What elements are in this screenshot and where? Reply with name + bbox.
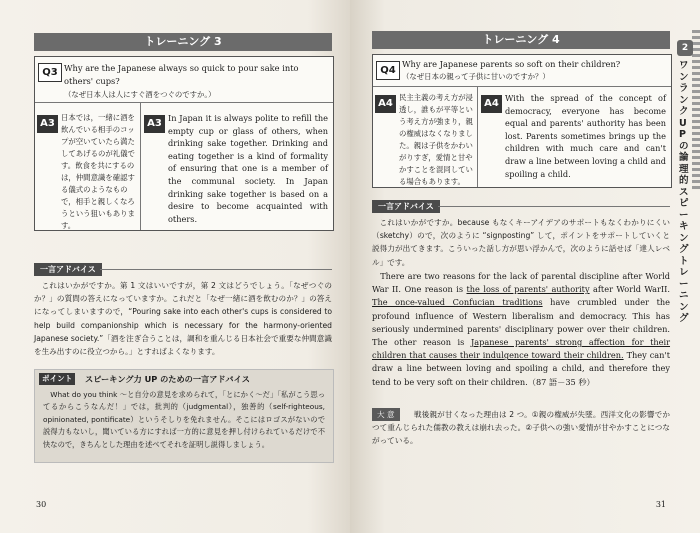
underlined-reason1: the loss of parents' authority xyxy=(466,284,590,295)
advice-text-ja: これはいかがですか。because もなくキーアイデアのサポートもなくわかりにくい（sketchy）ので，次のように “signposting” して，ポイントをサポートしていくと説得力が出てきます。こういった話し方が思い浮かんで，次のように話せば「達人レベル」です。 xyxy=(372,218,670,267)
point-box xyxy=(34,369,334,463)
advice-heading: 一言アドバイス xyxy=(372,200,440,213)
underlined-confucian: The once-valued Confucian traditions xyxy=(372,297,543,308)
q3-tag: Q3 xyxy=(38,63,62,82)
advice-rule xyxy=(438,206,670,207)
training3-qa-box xyxy=(34,56,334,231)
advice-heading: 一言アドバイス xyxy=(34,263,102,276)
training4-qa-box xyxy=(372,54,672,188)
answer-ja: 日本では，一緒に酒を飲んでいる相手のコップが空いていたら満たしてあげるのが礼儀です。飲食を共にするのは，仲間意識を確認する儀式のようなもので，相手と親しくなろうという狙いもあります。 xyxy=(61,113,135,230)
question-ja: （なぜ日本人は人にすぐ酒をつぐのですか。） xyxy=(64,90,216,99)
page-number-left: 30 xyxy=(36,500,47,509)
advice-rule xyxy=(100,269,332,270)
point-text: What do you think ～と自分の意見を求められて，「とにかく～だ」「私がこう思ってるからこうなんだ！」では，批判的（judgmental），独善的（self-righteous, opinionated, pontificate）というそしりを免れません。そこにはロゴスがないので説得力もないし，聞いている方にすれば一方的に意見を押し付けられているだけで不快なので，きちんとした理由を述べてそれを証明し説得しましょう。 xyxy=(43,390,325,449)
a3-tag-en: A3 xyxy=(144,115,165,133)
question-en: Why are Japanese parents so soft on their children? xyxy=(402,59,621,69)
advice-en-part4: They can't draw a line between loving and spoiling a child, and therefore they tend to be very soft on their children.（87 語－35 秒） xyxy=(372,350,670,387)
advice-text-en xyxy=(372,270,670,389)
chapter-side-tab xyxy=(674,40,696,430)
answer-en: With the spread of the concept of democracy, everyone has become equal and parents' authority has been lost. Parents sometimes brings up the children with much care and can't draw a line between loving a child and spoiling a child. xyxy=(505,93,666,179)
answer-en: In Japan it is always polite to refill the empty cup or glass of others, when drinking sake together. Drinking and eating together is a kind of formality of ensuring that one is a member of the communal society. In Japan drinking sake together is based on a desire to become acquainted with others. xyxy=(168,113,328,224)
a3-tag-ja: A3 xyxy=(37,115,58,133)
question-row xyxy=(373,55,671,87)
a4-tag-ja: A4 xyxy=(375,95,396,113)
advice-en-part3: have crumbled under the profound influence of Western liberalism and democracy. This has seriously undermined parents' disciplinary power over their children. The other reason is xyxy=(372,297,670,348)
a4-tag-en: A4 xyxy=(481,95,502,113)
summary-tag: 大 意 xyxy=(372,408,400,421)
page-number-right: 31 xyxy=(655,500,666,509)
chapter-number: 2 xyxy=(677,40,693,56)
question-en: Why are the Japanese always so quick to pour sake into others' cups? xyxy=(64,63,299,86)
advice-en-part2: after World WarII. xyxy=(589,284,670,295)
advice-text: これはいかがですか。第 1 文はいいですが，第 2 文はどうでしょう。「なぜつぐのか？」の質問の答えになっていますか。これだと「なぜ一緒に酒を飲むのか？」の答えになってしまいますので，“Pouring sake into each other's cups is considered to help build companionship which is necessary for the harmony-oriented Japanese society.”「酒を注ぎ合うことは，調和を重んじる日本社会で重要な仲間意識を生み出すのに役立つから。」とすればよくなります。 xyxy=(34,281,332,357)
advice-en-part1: There are two reasons for the lack of parental discipline after World War II. One reason is xyxy=(372,271,670,295)
question-ja: （なぜ日本の親って子供に甘いのですか？） xyxy=(402,72,550,81)
question-row xyxy=(35,57,333,103)
q4-tag: Q4 xyxy=(376,61,400,80)
answer-divider xyxy=(477,86,478,187)
point-tag: ポイント xyxy=(39,373,75,385)
point-title: スピーキング力 UP のための一言アドバイス xyxy=(85,374,250,384)
chapter-title-vertical: ワンランクUPの論理的スピーキングトレーニング xyxy=(679,60,689,324)
answer-divider xyxy=(140,102,141,230)
training4-title: トレーニング 4 xyxy=(372,31,670,49)
right-page xyxy=(350,0,700,533)
summary-text: 戦後親が甘くなった理由は 2 つ。①親の権威が失墜。西洋文化の影響でかつて重んじられた儒教の教えは崩れ去った。②子供への強い愛情が甘やかすことにつながっている。 xyxy=(372,410,670,446)
answer-ja: 民主主義の考え方が浸透し，誰もが平等という考え方が強まり，親の権威はなくなりました。親は子供をかわいがりすぎ，愛情と甘やかすことを混同している場合もあります。 xyxy=(399,93,473,186)
underlined-reason2: Japanese parents' strong affection for their children that causes their indulgence toward their children. xyxy=(372,337,671,361)
training3-title: トレーニング 3 xyxy=(34,33,332,51)
